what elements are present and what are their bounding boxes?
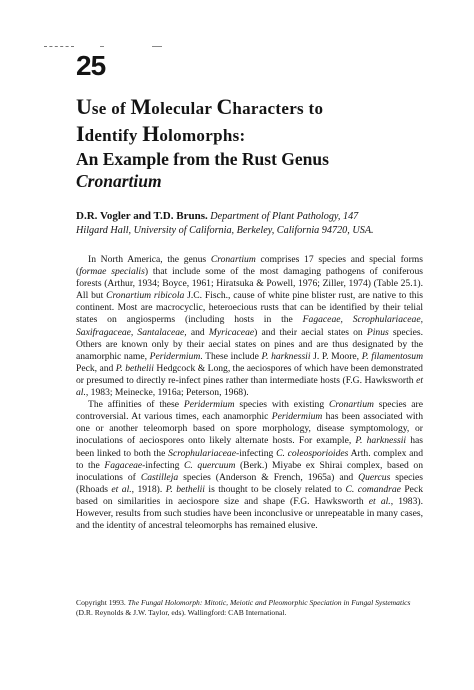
italic-term: et al. xyxy=(111,483,132,495)
italic-term: C. quercuum xyxy=(184,459,236,471)
italic-term: et al. xyxy=(368,495,391,507)
scan-artifact xyxy=(100,46,104,47)
italic-term: formae specialis xyxy=(79,266,145,278)
title-line-1: Use of Molecular Characters to xyxy=(76,94,324,119)
italic-term: P. bethelii xyxy=(115,362,154,374)
title-line-2: Identify Holomorphs: xyxy=(76,121,246,146)
italic-term: et al. xyxy=(76,374,423,399)
author-affiliation-2: Hilgard Hall, University of California, Berkeley, California 94720, USA. xyxy=(76,224,374,236)
italic-term: Peridermium xyxy=(183,399,235,411)
italic-term: P. harknessii xyxy=(355,435,407,447)
italic-term: Cronartium xyxy=(210,254,256,265)
subtitle-line-1: An Example from the Rust Genus xyxy=(76,149,329,169)
italic-term: C. coleosporioides xyxy=(276,447,349,459)
author-names: D.R. Vogler and T.D. Bruns. xyxy=(76,210,208,222)
italic-term: P. harknessii xyxy=(261,350,311,362)
chapter-number: 25 xyxy=(76,50,106,81)
italic-term: Castilleja xyxy=(140,471,179,483)
italic-term: C. comandrae xyxy=(345,483,401,495)
italic-term: Myricaceae xyxy=(208,326,255,338)
chapter-title xyxy=(76,94,436,148)
scan-artifact xyxy=(152,46,162,47)
italic-term: Fagaceae xyxy=(104,459,143,471)
italic-term: Fagaceae, Scrophulariaceae, Saxifragaceae, Santalaceae, xyxy=(76,314,423,338)
italic-term: Cronartium xyxy=(328,399,374,411)
paragraph-1: In North America, the genus Cronartium comprises 17 species and special forms (formae specialis) that include some of the most damaging pathogens of coniferous forests (Arthur, 1934; Boyce, 1961; Hiratsuka & Powell, 1976; Ziller, 1974) (Table 25.1). All but Cronartium ribicola J.C. Fisch., cause of white pine blister rust, are native to this continent. Most are macrocyclic, heteroecious rusts that can be identified by their telial states on angiosperms (including hosts in the Fagaceae, Scrophulariaceae, Saxifragaceae, Santalaceae, and Myricaceae) and their aecial states on Pinus species. Others are known only by their aecial states on pines and are thus designated by the anamorphic name, Peridermium. These include P. harknessii J. P. Moore, P. filamentosum Peck, and P. bethelii Hedgcock & Long, the aeciospores of which have been demonstrated or presumed to directly re-infect pines rather than intermediate hosts (F.G. Hawksworth et al., 1983; Meinecke, 1916a; Peterson, 1968). xyxy=(76,254,424,399)
italic-term: Peridermium xyxy=(271,411,323,423)
italic-term: Scrophulariaceae xyxy=(168,447,236,459)
paragraph-2: The affinities of these Peridermium species with existing Cronartium species are controversial. At various times, each anamorphic Peridermium has been associated with one or another teleomorph based on spore morphology, disease symptomology, or inoculations of aeciospores onto likely alternate hosts. For example, P. harknessii has been linked to both the Scrophulariaceae-infecting C. coleosporioides Arth. complex and to the Fagaceae-infecting C. quercuum (Berk.) Miyabe ex Shirai complex, based on inoculations of Castilleja species (Anderson & French, 1965a) and Quercus species (Rhoads et al., 1918). P. bethelii is thought to be closely related to C. comandrae Peck based on similarities in aeciospore size and shape (F.G. Hawksworth et al., 1983). However, results from such studies have been inconclusive or unrepeatable in many cases, and the identity of ancestral teleomorphs has remained elusive. xyxy=(76,399,424,532)
italic-term: Pinus xyxy=(366,326,389,338)
chapter-subtitle xyxy=(76,148,436,192)
author-block xyxy=(76,210,436,237)
italic-term: P. bethelii xyxy=(165,483,205,495)
body-text xyxy=(76,254,423,532)
scan-artifact xyxy=(44,46,74,47)
italic-term: The Fungal Holomorph: Mitotic, Meiotic and Pleomorphic Speciation in Fungal Systematics xyxy=(127,598,411,607)
copyright-footnote: Copyright 1993. The Fungal Holomorph: Mitotic, Meiotic and Pleomorphic Speciation in Fungal Systematics (D.R. Reynolds & J.W. Taylor, eds). Wallingford: CAB International. xyxy=(76,598,411,617)
italic-term: Cronartium ribicola xyxy=(106,290,185,302)
italic-term: P. filamentosum xyxy=(361,350,424,362)
subtitle-line-2: Cronartium xyxy=(76,171,162,191)
author-affiliation-1: Department of Plant Pathology, 147 xyxy=(210,211,359,222)
italic-term: Peridermium xyxy=(149,350,201,362)
italic-term: Quercus xyxy=(358,471,391,483)
